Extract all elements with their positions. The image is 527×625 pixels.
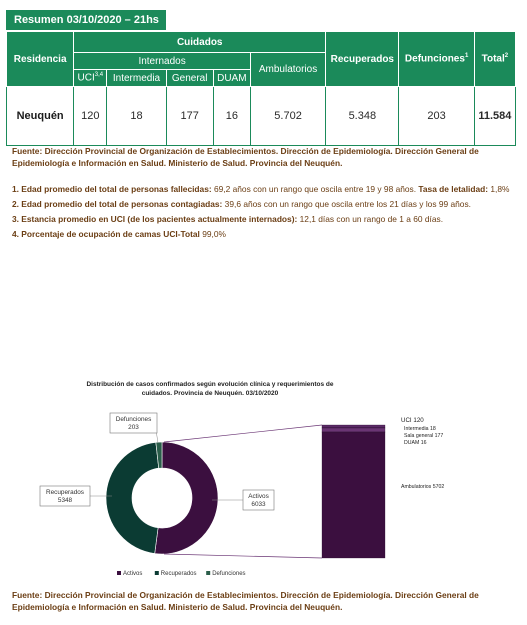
connector-top (164, 425, 322, 442)
callout-label: 203 (128, 424, 139, 431)
cell-defunciones: 203 (399, 87, 474, 146)
callout-label: 6033 (251, 501, 266, 508)
connector-bottom (164, 554, 322, 558)
col-ambulatorios: Ambulatorios (250, 53, 325, 87)
col-total: Total$^2$ (474, 32, 515, 87)
note-1: 1. Edad promedio del total de personas fallecidas: 69,2 años con un rango que oscila entre 19 y 98 años. Tasa de letalidad: 1,8% (12, 184, 510, 194)
cell-total: 11.584 (474, 87, 515, 146)
col-internados: Internados (74, 53, 251, 70)
cell-residencia: Neuquén (7, 87, 74, 146)
bar-label: DUAM 16 (404, 440, 427, 446)
notes-list (12, 183, 512, 243)
slice-activos (155, 442, 218, 554)
bar-label: Ambulatorios 5702 (401, 484, 445, 490)
callout-label: Activos (248, 493, 269, 500)
col-general: General (166, 70, 213, 87)
col-defunciones: Defunciones$^1$ (399, 32, 474, 87)
summary-table (6, 31, 516, 146)
col-cuidados: Cuidados (74, 32, 326, 53)
svg-text:cuidados. Provincia de Neuquén: cuidados. Provincia de Neuquén. 03/10/2020 (141, 390, 279, 397)
summary-banner: Resumen 03/10/2020 – 21hs (6, 10, 166, 30)
col-intermedia: Intermedia (107, 70, 166, 87)
callout-label: Recuperados (45, 489, 85, 496)
cell-recuperados: 5.348 (326, 87, 399, 146)
callout-label: 5348 (57, 497, 73, 504)
source-bottom: Fuente: Dirección Provincial de Organización de Establecimientos. Dirección de Epidemiología. Dirección General de Epidemiología e Información en Salud. Ministerio de Salud. Provincia del Neuquén. (12, 590, 479, 612)
cell-general: 177 (166, 87, 213, 146)
source-top: Fuente: Dirección Provincial de Organización de Establecimientos. Dirección de Epidemiología. Dirección General de Epidemiología e Información en Salud. Ministerio de Salud. Provincia del Neuquén. (12, 146, 479, 168)
col-duam: DUAM (213, 70, 250, 87)
bar-label: Intermedia 18 (404, 426, 436, 432)
cell-ambulatorios: 5.702 (250, 87, 325, 146)
distribution-chart (0, 370, 527, 590)
cell-uci: 120 (74, 87, 107, 146)
bar-segment-sala-general (322, 428, 385, 432)
cell-duam: 16 (213, 87, 250, 146)
table-row (7, 87, 516, 146)
note-2: 2. Edad promedio del total de personas contagiadas: 39,6 años con un rango que oscila entre los 21 días y los 99 años. (12, 199, 471, 209)
col-recuperados: Recuperados (326, 32, 399, 87)
bar-label: UCI 120 (401, 417, 424, 424)
legend-swatch (117, 571, 121, 575)
callout-label: Defunciones (115, 416, 152, 423)
svg-text:Distribución de casos confirma: Distribución de casos confirmados según evolución clínica y requerimientos de (86, 381, 334, 388)
legend-label: Defunciones (212, 571, 246, 577)
legend-label: Recuperados (160, 571, 197, 577)
bar-segment-uci (322, 425, 385, 428)
bar-label: Sala general 177 (404, 433, 444, 439)
bar-segment-ambulatorios (322, 432, 385, 558)
cell-intermedia: 18 (107, 87, 166, 146)
legend-swatch (206, 571, 210, 575)
slice-recuperados (106, 442, 159, 553)
chart-title (86, 381, 333, 397)
legend-swatch (155, 571, 159, 575)
col-uci: UCI$^{3,4}$ (74, 70, 107, 87)
note-4: 4. Porcentaje de ocupación de camas UCI-Total 99,0% (12, 229, 226, 239)
note-3: 3. Estancia promedio en UCI (de los pacientes actualmente internados): 12,1 días con un rango de 1 a 60 días. (12, 214, 444, 224)
legend-label: Activos (123, 571, 143, 577)
col-residencia: Residencia (7, 32, 74, 87)
